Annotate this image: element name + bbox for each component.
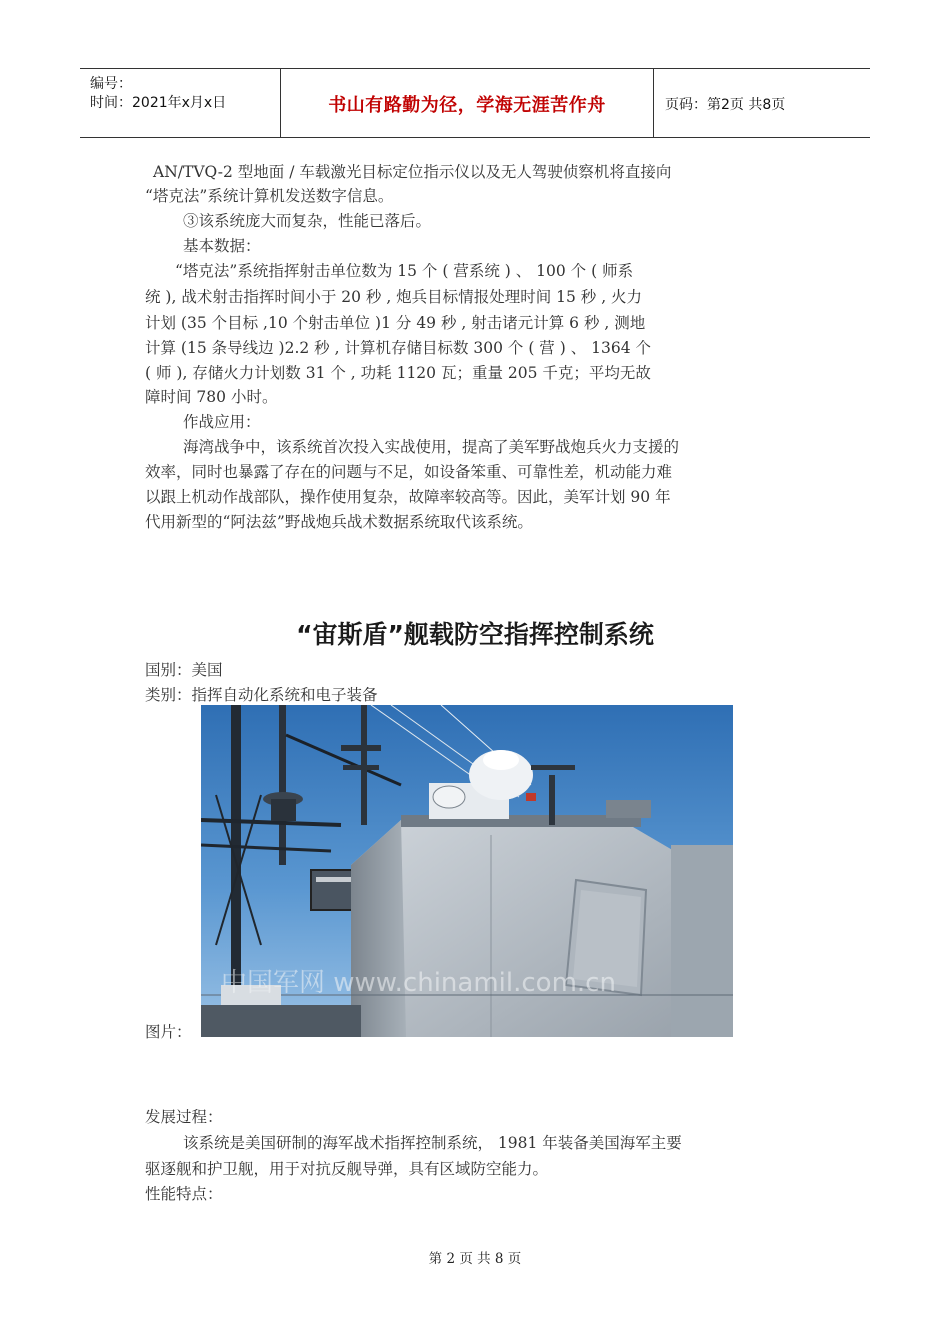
header-left-cell [80,69,280,137]
body-line: 统 ), 战术射击指挥时间小于 20 秒 , 炮兵目标情报处理时间 15 秒 , 火力 [145,288,643,306]
body-line: 作战应用： [183,413,261,431]
document-date-label: 时间：2021年x月x日 [90,95,227,111]
development-line: 驱逐舰和护卫舰，用于对抗反舰导弹，具有区域防空能力。 [145,1160,549,1178]
body-line: 效率，同时也暴露了存在的问题与不足，如设备笨重、可靠性差，机动能力难 [145,463,673,481]
body-line: 计算 (15 条导线边 )2.2 秒 , 计算机存储目标数 300 个 ( 营 ) 、 1364 个 [145,339,651,357]
picture-label: 图片： [145,1023,192,1041]
page-footer: 第 2 页 共 8 页 [428,1251,522,1267]
ship-illustration [201,705,733,1037]
header-page-cell [653,69,870,137]
development-heading: 发展过程： [145,1108,223,1126]
body-line: ③该系统庞大而复杂，性能已落后。 [183,212,432,230]
body-line: AN/TVQ-2 型地面 / 车载激光目标定位指示仪以及无人驾驶侦察机将直接向 [153,163,672,181]
header-motto-cell [280,69,654,137]
document-number-label: 编号： [90,76,132,92]
ship-photo [201,705,733,1037]
section-title: “宙斯盾”舰载防空指挥控制系统 [296,620,654,649]
performance-heading: 性能特点： [145,1185,223,1203]
body-line: 以跟上机动作战部队，操作使用复杂，故障率较高等。因此，美军计划 90 年 [145,488,671,506]
category-line: 类别：指挥自动化系统和电子装备 [145,686,378,704]
body-line: 计划 (35 个目标 ,10 个射击单位 )1 分 49 秒 , 射击诸元计算 6 秒 , 测地 [145,314,646,332]
body-line: ( 师 ), 存储火力计划数 31 个 , 功耗 1120 瓦；重量 205 千克；平均无故 [145,364,651,382]
body-line: “塔克法”系统计算机发送数字信息。 [145,187,394,205]
motto-text: 书山有路勤为径，学海无涯苦作舟 [328,95,606,116]
body-line: 障时间 780 小时。 [145,388,278,406]
development-line: 该系统是美国研制的海军战术指挥控制系统， 1981 年装备美国海军主要 [183,1134,682,1152]
photo-watermark: 中国军网 www.chinamil.com.cn [221,968,616,998]
country-line: 国别：美国 [145,661,223,679]
body-line: “塔克法”系统指挥射击单位数为 15 个 ( 营系统 ) 、 100 个 ( 师系 [175,262,634,280]
page-header [80,68,870,138]
body-line: 代用新型的“阿法兹”野战炮兵战术数据系统取代该系统。 [145,513,533,531]
body-line: 海湾战争中，该系统首次投入实战使用，提高了美军野战炮兵火力支援的 [183,438,680,456]
body-line: 基本数据： [183,237,261,255]
page-number-label: 页码：第2页 共8页 [665,97,786,113]
